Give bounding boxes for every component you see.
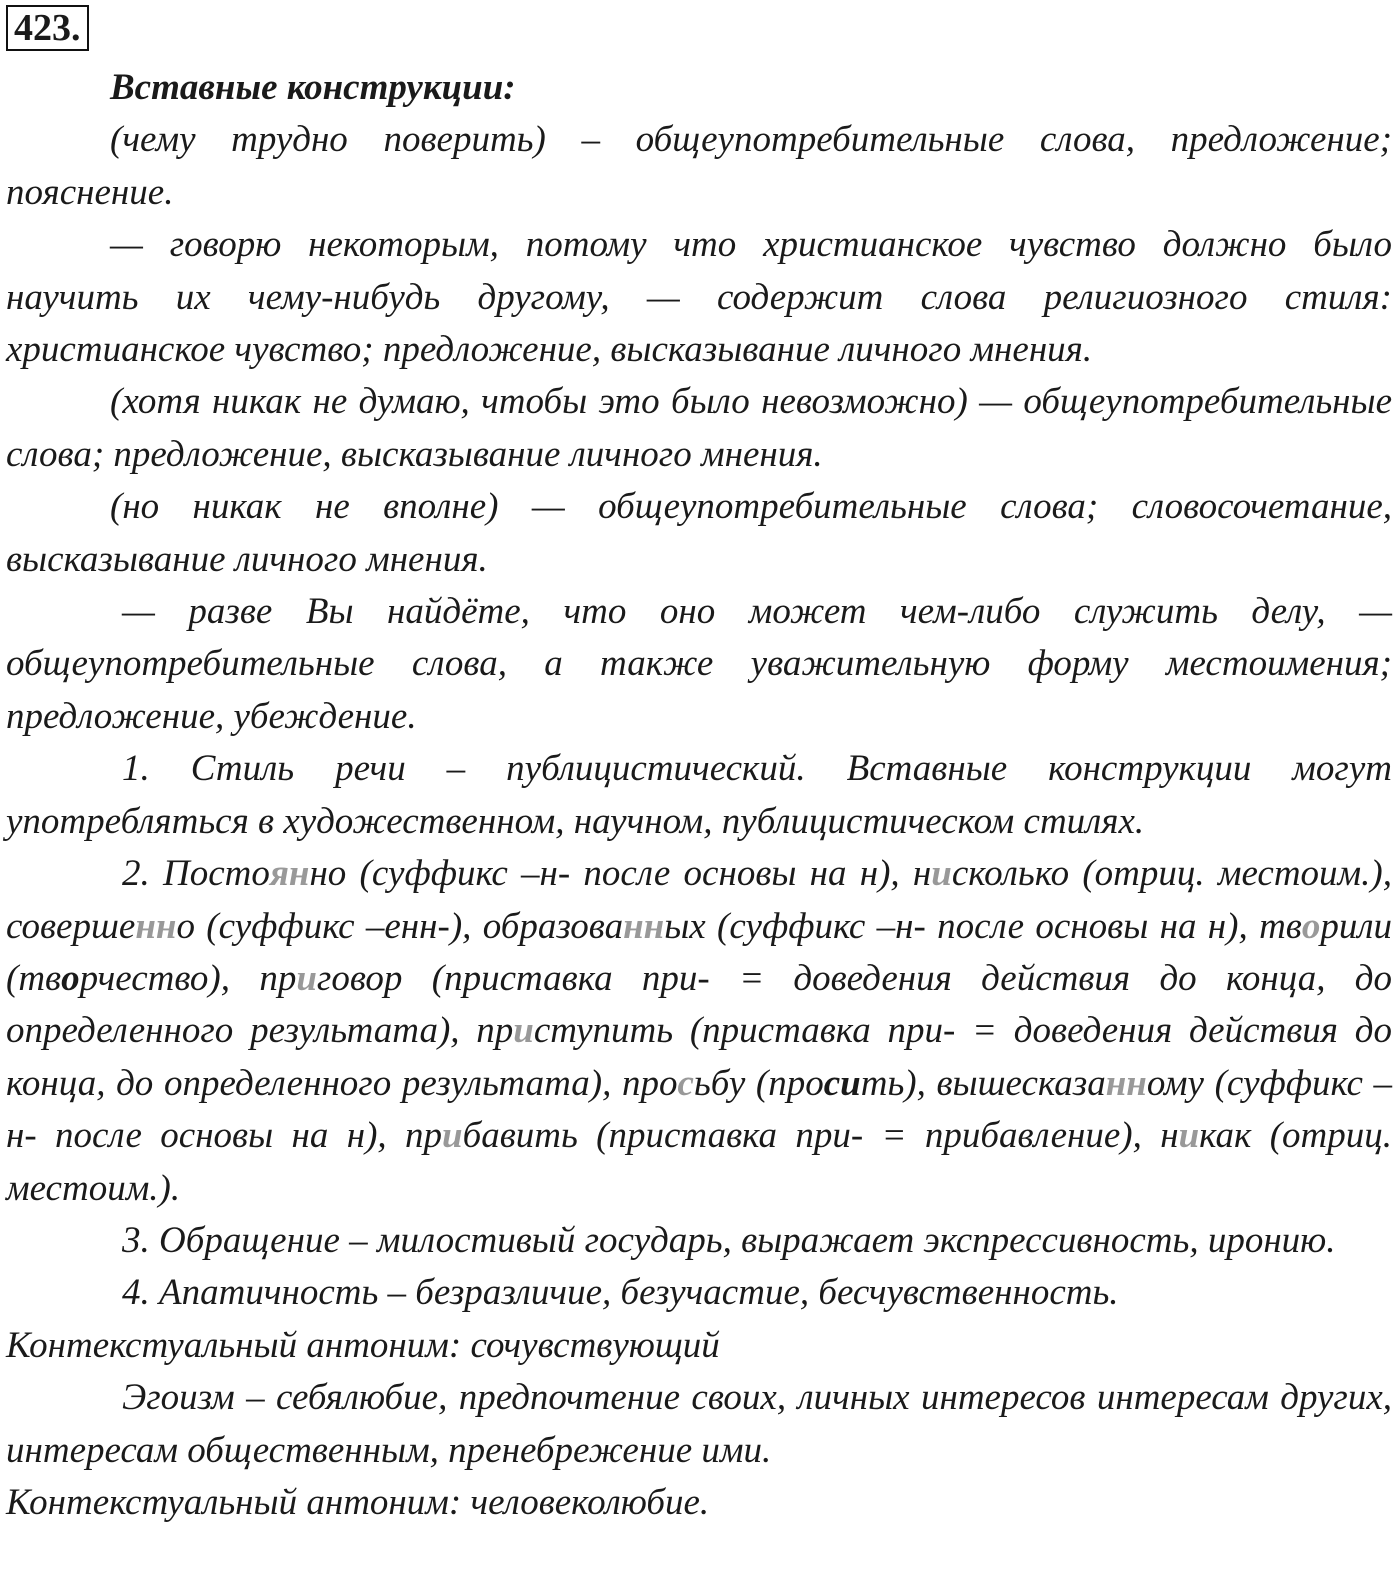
- bold-letters: си: [823, 1062, 861, 1104]
- text-run: но (суффикс –н- после основы на н), н: [309, 853, 932, 895]
- item-2: [6, 848, 1392, 1215]
- antonym-line: Контекстуальный антоним: сочувствующий: [6, 1324, 720, 1366]
- highlighted-letters: и: [931, 853, 952, 895]
- item-3: 3. Обращение – милостивый государь, выражает экспрессивность, иронию.: [122, 1219, 1336, 1261]
- highlighted-letters: нн: [135, 905, 177, 947]
- text-run: 2. Посто: [122, 853, 270, 895]
- section-heading: Вставные конструкции:: [110, 67, 516, 108]
- text-run: ому (суффикс –н- после основы на н), пр: [6, 1062, 1392, 1157]
- text-run: сколько (отриц. местоим.), соверше: [6, 853, 1392, 947]
- highlighted-letters: нн: [1105, 1062, 1147, 1104]
- exercise-number: 423.: [6, 5, 89, 51]
- paragraph: — говорю некоторым, потому что христианское чувство должно было научить их чему-нибудь другому, — содержит слова религиозного стиля: христианское чувство; предложение, высказывание личного мнения.: [6, 224, 1392, 371]
- highlighted-letters: с: [677, 1062, 694, 1104]
- text-run: о (суффикс –енн-), образова: [176, 905, 624, 947]
- text-run: рили (тв: [6, 905, 1392, 999]
- highlighted-letters: ян: [269, 853, 310, 895]
- highlighted-letters: и: [442, 1115, 463, 1157]
- highlighted-letters: и: [1178, 1115, 1200, 1157]
- item-1: 1. Стиль речи – публицистический. Вставные конструкции могут употребляться в художественном, научном, публицистическом стилях.: [6, 748, 1392, 842]
- text-run: бавить (приставка при- = прибавление), н: [462, 1115, 1179, 1157]
- text-run: ых (суффикс –н- после основы на н), тв: [664, 905, 1302, 947]
- bold-letters: о: [61, 957, 80, 999]
- highlighted-letters: и: [513, 1010, 534, 1052]
- text-run: как (отриц. местоим.).: [6, 1115, 1392, 1209]
- item-4: 4. Апатичность – безразличие, безучастие, бесчувственность.: [122, 1272, 1119, 1314]
- text-run: рчество), пр: [79, 957, 297, 999]
- highlighted-letters: и: [296, 957, 317, 999]
- text-run: ть), вышесказа: [860, 1062, 1106, 1104]
- paragraph: — разве Вы найдёте, что оно может чем-либо служить делу, — общеупотребительные слова, а также уважительную форму местоимения; предложение, убеждение.: [6, 591, 1392, 737]
- text-run: говор (приставка при- = доведения действия до конца, до определенного результата), пр: [6, 957, 1392, 1052]
- highlighted-letters: о: [1301, 905, 1321, 947]
- antonym-line: Контекстуальный антоним: человеколюбие.: [6, 1481, 710, 1523]
- paragraph: (хотя никак не думаю, чтобы это было невозможно) — общеупотребительные слова; предложение, высказывание личного мнения.: [6, 381, 1392, 475]
- highlighted-letters: нн: [623, 905, 665, 947]
- text-run: ьбу (про: [693, 1062, 824, 1104]
- paragraph: (но никак не вполне) — общеупотребительные слова; словосочетание, высказывание личного мнения.: [6, 486, 1392, 580]
- document-body: [6, 62, 1392, 1529]
- egoism-paragraph: Эгоизм – себялюбие, предпочтение своих, личных интересов интересам других, интересам общественным, пренебрежение ими.: [6, 1377, 1392, 1471]
- text-run: ступить (приставка при- = доведения действия до конца, до определенного результата), про: [6, 1010, 1392, 1104]
- paragraph: (чему трудно поверить) – общеупотребительные слова, предложение; пояснение.: [6, 119, 1392, 213]
